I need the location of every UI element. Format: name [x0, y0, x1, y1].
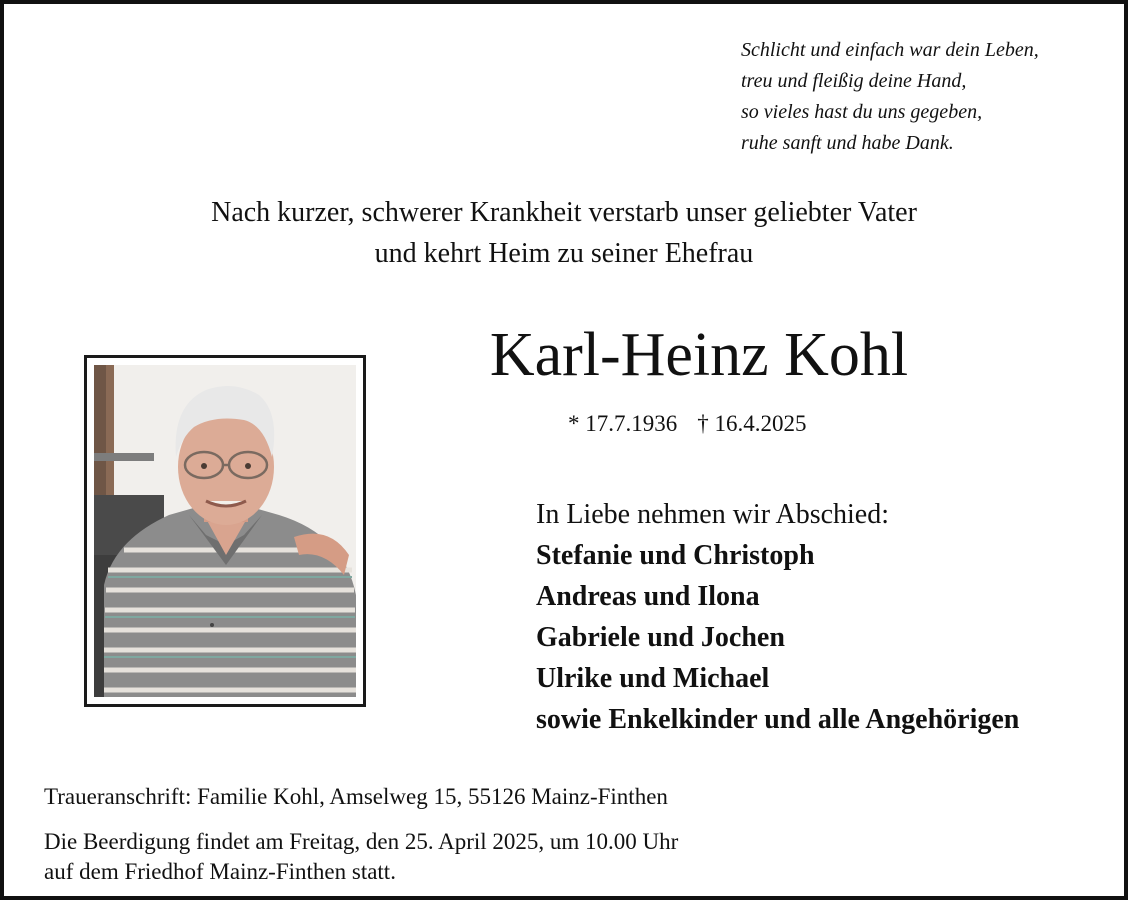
funeral-line: auf dem Friedhof Mainz-Finthen statt.	[44, 859, 396, 884]
portrait-photo	[94, 365, 356, 697]
funeral-details	[44, 827, 678, 887]
poem-line: Schlicht und einfach war dein Leben,	[741, 39, 1039, 61]
announcement-line: und kehrt Heim zu seiner Ehefrau	[374, 238, 754, 269]
farewell-line: In Liebe nehmen wir Abschied:	[536, 499, 890, 530]
mourners-list	[536, 494, 1019, 740]
funeral-line: Die Beerdigung findet am Freitag, den 25. April 2025, um 10.00 Uhr	[44, 829, 679, 854]
poem-line: treu und fleißig deine Hand,	[741, 70, 967, 92]
mourner-entry: sowie Enkelkinder und alle Angehörigen	[536, 704, 1020, 735]
death-date: † 16.4.2025	[697, 411, 807, 436]
mourner-entry: Stefanie und Christoph	[536, 540, 815, 571]
birth-date: * 17.7.1936	[568, 411, 678, 436]
poem-line: ruhe sanft und habe Dank.	[741, 132, 954, 154]
memorial-poem	[741, 35, 1039, 159]
mourner-entry: Ulrike und Michael	[536, 663, 770, 694]
deceased-name: Karl-Heinz Kohl	[489, 321, 909, 389]
announcement-line: Nach kurzer, schwerer Krankheit verstarb unser geliebter Vater	[211, 197, 917, 228]
life-dates	[568, 408, 807, 440]
poem-line: so vieles hast du uns gegeben,	[741, 101, 983, 123]
mourner-entry: Andreas und Ilona	[536, 581, 760, 612]
mourner-entry: Gabriele und Jochen	[536, 622, 785, 653]
mourning-address: Traueranschrift: Familie Kohl, Amselweg 15, 55126 Mainz-Finthen	[44, 784, 668, 809]
death-announcement	[4, 192, 1124, 274]
portrait-frame	[84, 355, 366, 707]
